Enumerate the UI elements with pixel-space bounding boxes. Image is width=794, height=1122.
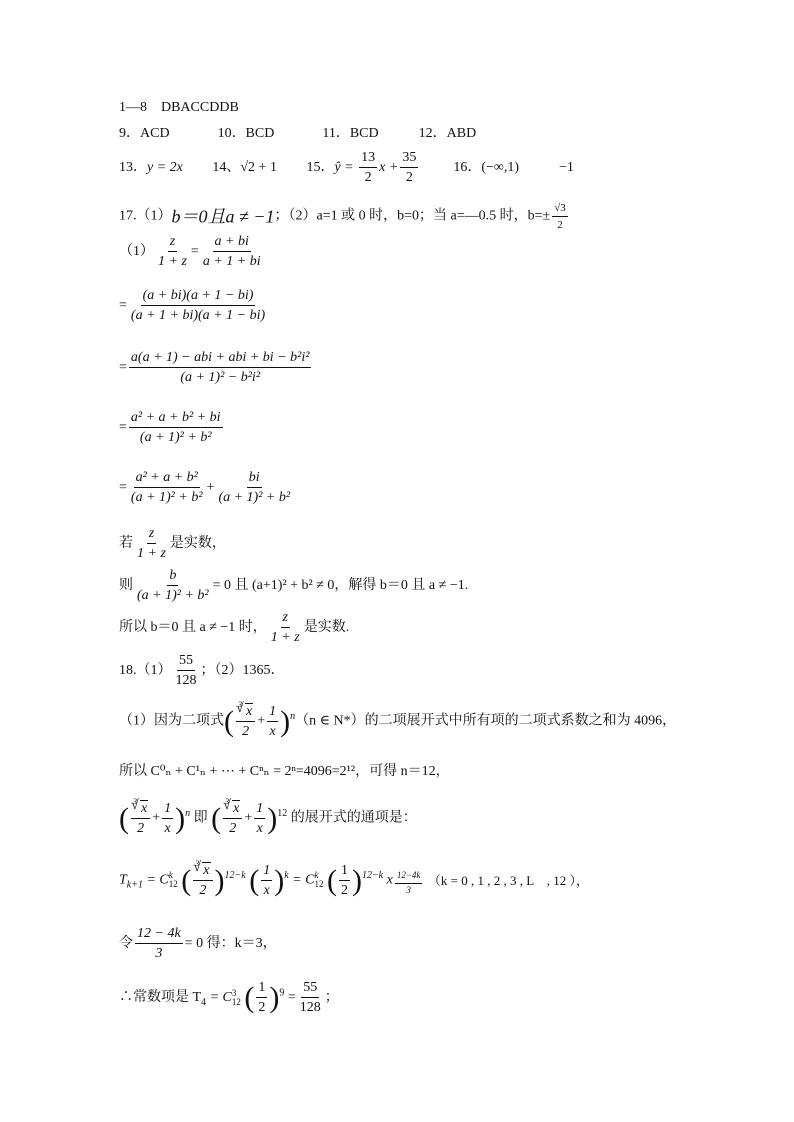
q13-answer: y = 2x: [147, 159, 183, 175]
answer-11: 11．BCD: [322, 126, 379, 141]
answers-row-2: [119, 127, 476, 141]
q18-step-2: 所以 C⁰ₙ + C¹ₙ + ⋯ + Cⁿₙ = 2ⁿ=4096=2¹²，可得 n＝12，: [119, 764, 450, 779]
q17-step-7: 则 $\frac{b}{\text{(a + 1)² + b²}}$ = 0 且 (a+1)² + b² ≠ 0，解得 b＝0 且 a ≠ −1.: [119, 568, 469, 604]
q17-conclusion: 所以 b＝0 且 a ≠ −1 时， $\frac{z}{1 + z}$ 是实数.: [119, 610, 350, 646]
q18-step-1: （1）因为二项式( 3 √ x 2 + $\frac{1}{x}$ )$^n$（n ∈ N*）的二项展开式中所有项的二项式系数之和为 4096，: [119, 703, 676, 740]
answer-10: 10．BCD: [217, 126, 275, 141]
q17-step-5: = $\frac{\text{a² + a + b²}}{\text{(a + 1)² + b²}}$ + $\frac{bi}{\text{(a + 1)² + b²}}$: [119, 470, 291, 506]
q17-step-1: （1） $\frac{z}{1 + z}$ = $\frac{a + bi}{a + 1 + bi}$: [119, 234, 261, 270]
q15-frac-2: $\frac{35}{2}$: [402, 150, 417, 186]
q13-number: 13．: [119, 159, 147, 175]
q15-y: ŷ =: [334, 159, 354, 175]
answers-row-1: 1—8 DBACCDDB: [119, 100, 239, 115]
answer-9: 9．ACD: [119, 126, 170, 141]
q18-header: 18.（1） $\frac{55}{128}$ ；（2）1365．: [119, 653, 285, 689]
q17-step-2: = $\frac{(a + bi)(a + 1 - bi)}{(a + 1 + bi)(a + 1 - bi)}$: [119, 288, 266, 324]
q15-number: 15．: [306, 159, 335, 175]
q17-step-3: = $\frac{\text{a(a + 1) − abi + abi + bi − b²i²}}{\text{(a + 1)² − b²i²}}$: [119, 350, 310, 386]
q15-frac-1: $\frac{13}{2}$: [361, 150, 376, 186]
q18-step-5: 令 $\frac{12 - 4k}{3}$ = 0 得：k＝3，: [119, 926, 277, 962]
q14-answer: √2 + 1: [240, 159, 277, 175]
q14-number: 14、: [212, 159, 241, 175]
q18-constant-term: ∴常数项是 $T_4 = C$ 3 12 ( $\frac{1}{2}$ )$^9$ = $\frac{55}{128}$ ；: [119, 980, 339, 1016]
q18-general-term: $T_{k+1} = C$ k 12 ( 3 √ x 2 )$^{12-k}$ ( $\frac{1}{x}$ )$^k$ = C k 12 ( $\frac{1}{2}$ )$^{12-k}$ x $\frac{12-4k}{3}$ （k = 0 , 1 , 2 , 3 , L , 12 ），: [119, 862, 589, 899]
q17-answer-1: b＝0且a ≠ −1: [171, 206, 275, 227]
q17-sqrt3-half: $\frac{√3}{2}$: [554, 202, 566, 232]
q16-number: 16．: [453, 159, 482, 175]
q16-answer-1: (−∞,1): [481, 159, 520, 175]
q18-step-3: ( 3 √ x 2 + $\frac{1}{x}$ )$^n$ 即 ( 3 √ x 2 + $\frac{1}{x}$ )$^{12}$ 的展开式的通项是：: [119, 800, 417, 837]
q17-step-6: 若 $\frac{z}{1 + z}$ 是实数，: [119, 526, 226, 562]
q17-answer-2: ；（2）a=1 或 0 时，b=0；当 a=—0.5 时，b=±: [274, 208, 551, 224]
q17-header: 17.（1）b＝0且a ≠ −1；（2）a=1 或 0 时，b=0；当 a=—0.5 时，b=± $\frac{√3}{2}$: [119, 202, 566, 232]
q16-answer-2: −1: [559, 159, 574, 175]
q17-step-4: = $\frac{\text{a² + a + b² + bi}}{\text{(a + 1)² + b²}}$: [119, 410, 221, 446]
answer-12: 12．ABD: [418, 126, 477, 141]
answers-row-3: 13．y = 2x 14、√2 + 1 15．ŷ = $\frac{13}{2}$ x + $\frac{35}{2}$ 16．(−∞,1) −1: [119, 150, 574, 186]
